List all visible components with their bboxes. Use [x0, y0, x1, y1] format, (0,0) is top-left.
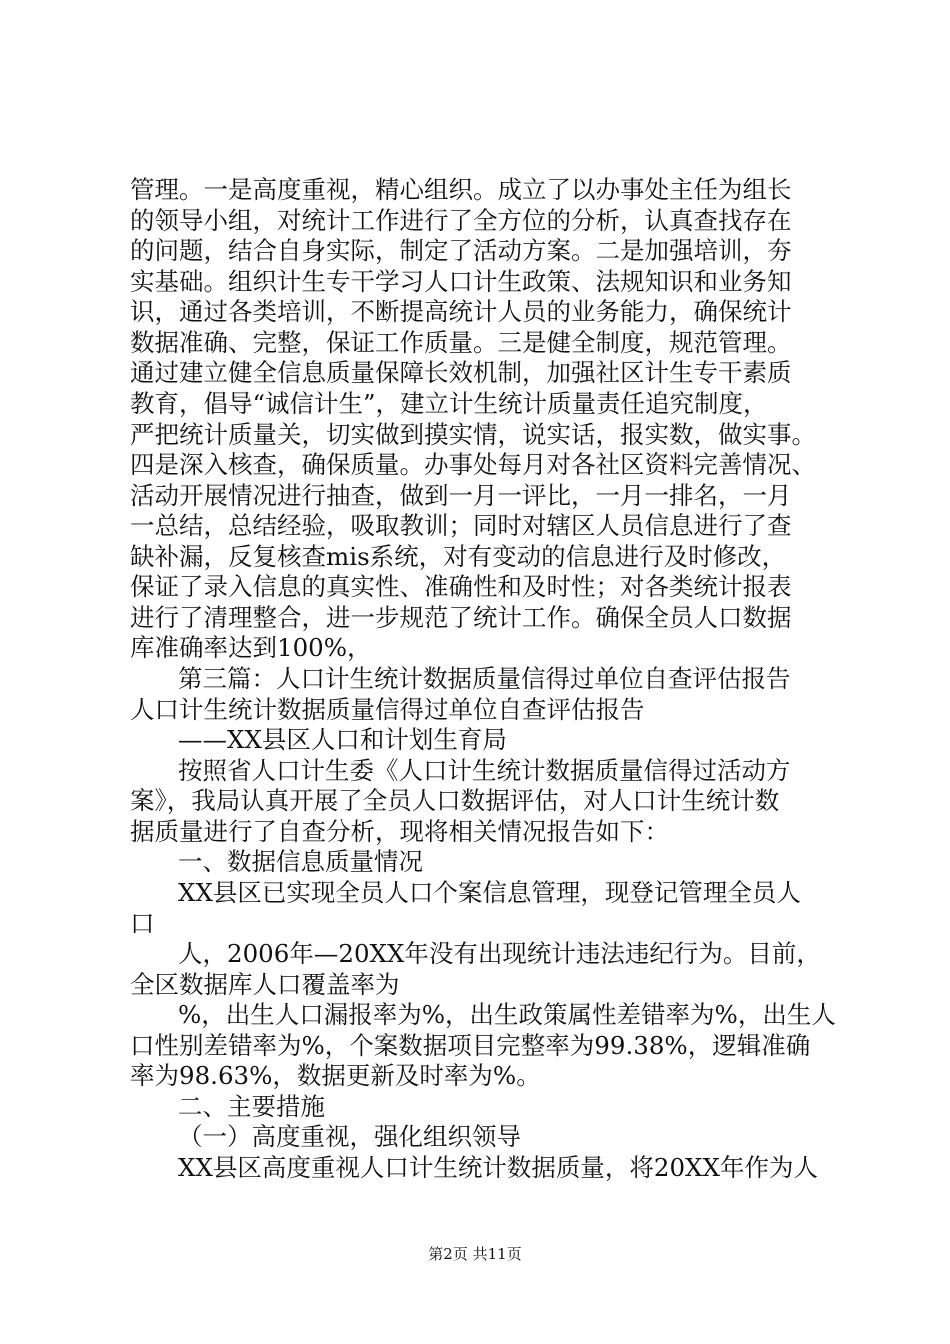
body-line: 数据准确、完整，保证工作质量。三是健全制度，规范管理。	[130, 328, 792, 357]
body-line: XX县区高度重视人口计生统计数据质量，将20XX年作为人	[178, 1153, 818, 1182]
body-line: 的问题，结合自身实际，制定了活动方案。二是加强培训，夯	[130, 236, 792, 265]
body-line: 识，通过各类培训，不断提高统计人员的业务能力，确保统计	[130, 297, 792, 326]
body-line: 通过建立健全信息质量保障长效机制，加强社区计生专干素质	[130, 358, 792, 387]
body-line: 缺补漏，反复核查mis系统，对有变动的信息进行及时修改，	[130, 542, 787, 571]
section-heading: 第三篇：人口计生统计数据质量信得过单位自查评估报告	[178, 664, 791, 693]
body-line: 库准确率达到100%，	[130, 633, 372, 662]
body-line: 率为98.63%，数据更新及时率为%。	[130, 1061, 541, 1090]
body-line: 人，2006年—20XX年没有出现统计违法违纪行为。目前，	[178, 939, 821, 968]
body-line: 管理。一是高度重视，精心组织。成立了以办事处主任为组长	[130, 175, 792, 204]
body-line: %，出生人口漏报率为%，出生政策属性差错率为%，出生人	[178, 1000, 836, 1029]
body-line: 进行了清理整合，进一步规范了统计工作。确保全员人口数据	[130, 603, 792, 632]
body-line: 保证了录入信息的真实性、准确性和及时性；对各类统计报表	[130, 572, 792, 601]
report-author: ——XX县区人口和计划生育局	[178, 725, 507, 754]
body-line: 一总结，总结经验，吸取教训；同时对辖区人员信息进行了查	[130, 511, 792, 540]
body-line: 严把统计质量关，切实做到摸实情，说实话，报实数，做实事。	[130, 420, 816, 449]
body-line: 案》，我局认真开展了全员人口数据评估，对人口计生统计数	[130, 786, 780, 815]
body-line: 全区数据库人口覆盖率为	[130, 970, 400, 999]
body-line: XX县区已实现全员人口个案信息管理，现登记管理全员人	[178, 878, 801, 907]
subheading: 二、主要措施	[178, 1092, 325, 1121]
body-line: 活动开展情况进行抽查，做到一月一评比，一月一排名，一月	[130, 481, 792, 510]
report-title: 人口计生统计数据质量信得过单位自查评估报告	[130, 695, 645, 724]
body-line: 按照省人口计生委《人口计生统计数据质量信得过活动方	[178, 756, 791, 785]
body-line: 据质量进行了自查分析，现将相关情况报告如下：	[130, 817, 669, 846]
body-line: 口性别差错率为%，个案数据项目完整率为99.38%，逻辑准确	[130, 1031, 811, 1060]
body-line: 教育，倡导“诚信计生”，建立计生统计质量责任追究制度，	[130, 389, 768, 418]
body-line: 实基础。组织计生专干学习人口计生政策、法规知识和业务知	[130, 267, 792, 296]
subheading: （一）高度重视，强化组织领导	[178, 1122, 521, 1151]
page-footer: 第2页 共11页	[428, 1245, 522, 1263]
body-line: 口	[130, 909, 155, 938]
body-line: 的领导小组，对统计工作进行了全方位的分析，认真查找存在	[130, 206, 792, 235]
body-line: 四是深入核查，确保质量。办事处每月对各社区资料完善情况、	[130, 450, 816, 479]
subheading: 一、数据信息质量情况	[178, 847, 423, 876]
